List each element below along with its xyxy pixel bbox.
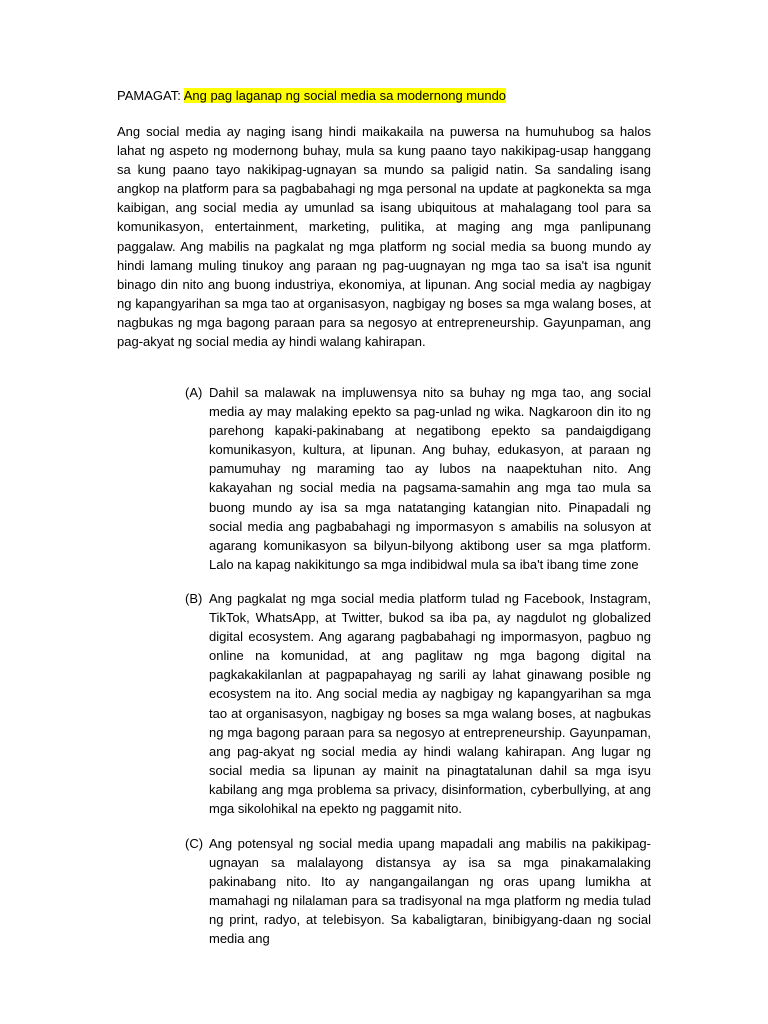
title-line — [117, 86, 657, 105]
list-item-c — [185, 834, 651, 949]
list-item-b — [185, 589, 651, 818]
list-item-c-text: Ang potensyal ng social media upang mapadali ang mabilis na pakikipag-ugnayan sa malalayong distansya ay isa sa mga pinakamalaking pakinabang nito. Ito ay nangangailangan ng oras upang lumikha at mamahagi ng nilalaman para sa tradisyonal na mga platform ng media tulad ng print, radyo, at telebisyon. Sa kabaligtaran, binibigyang-daan ng social media ang — [209, 836, 651, 947]
intro-paragraph: Ang social media ay naging isang hindi maikakaila na puwersa na humuhubog sa halos lahat ng aspeto ng modernong buhay, mula sa kung paano tayo nakikipag-usap hanggang sa kung paano tayo nakikipag-ugnayan sa mundo sa paligid natin. Sa sandaling isang angkop na platform para sa pagbabahagi ng mga personal na update at pagkonekta sa mga kaibigan, ang social media ay umunlad sa isang ubiquitous at mahalagang tool para sa komunikasyon, entertainment, marketing, pulitika, at maging ang mga panlipunang paggalaw. Ang mabilis na pagkalat ng mga platform ng social media sa buong mundo ay hindi lamang muling tinukoy ang paraan ng pag-uugnayan ng mga tao sa isa't isa ngunit binago din nito ang buong industriya, ekonomiya, at lipunan. Ang social media ay nagbigay ng kapangyarihan sa mga tao at organisasyon, nagbigay ng boses sa mga walang boses, at nagbukas ng mga bagong paraan para sa negosyo at entrepreneurship. Gayunpaman, ang pag-akyat ng social media ay hindi walang kahirapan. — [117, 124, 651, 350]
list-item-a — [185, 383, 651, 574]
list-marker-b: (B) — [185, 591, 203, 606]
list-marker-a: (A) — [185, 385, 203, 400]
title-label: PAMAGAT: — [117, 88, 184, 103]
document-title: Ang pag laganap ng social media sa modernong mundo — [183, 88, 507, 103]
list-item-b-text: Ang pagkalat ng mga social media platform tulad ng Facebook, Instagram, TikTok, WhatsApp, at Twitter, bukod sa iba pa, ay nagdulot ng globalized digital ecosystem. Ang agarang pagbabahagi ng impormasyon, pagbuo ng online na komunidad, at ang paglitaw ng mga bagong digital na pagkakakilanlan at pagpapahayag ng sarili ay lahat ginawang posible ng ecosystem na ito. Ang social media ay nagbigay ng kapangyarihan sa mga tao at organisasyon, nagbigay ng boses sa mga walang boses, at nagbukas ng mga bagong paraan para sa negosyo at entrepreneurship. Gayunpaman, ang pag-akyat ng social media ay hindi walang kahirapan. Ang lugar ng social media sa lipunan ay mainit na pinagtatalunan dahil sa mga isyu kabilang ang mga problema sa privacy, disinformation, cyberbullying, at ang mga sikolohikal na epekto ng paggamit nito. — [209, 591, 651, 817]
list-item-a-text: Dahil sa malawak na impluwensya nito sa buhay ng mga tao, ang social media ay may malaking epekto sa pag-unlad ng wika. Nagkaroon din ito ng parehong kapaki-pakinabang at negatibong epekto sa pandaigdigang komunikasyon, kultura, at lipunan. Ang buhay, edukasyon, at paraan ng pamumuhay ng maraming tao ay lubos na naapektuhan nito. Ang kakayahan ng social media na pagsama-samahin ang mga tao mula sa buong mundo ay isa sa mga natatanging katangian nito. Pinapadali ng social media ang pagbabahagi ng impormasyon s amabilis na solusyon at agarang komunikasyon sa bilyun-bilyong aktibong user sa mga platform. Lalo na kapag nakikitungo sa mga indibidwal mula sa iba't ibang time zone — [209, 385, 651, 572]
list-marker-c: (C) — [185, 836, 204, 851]
